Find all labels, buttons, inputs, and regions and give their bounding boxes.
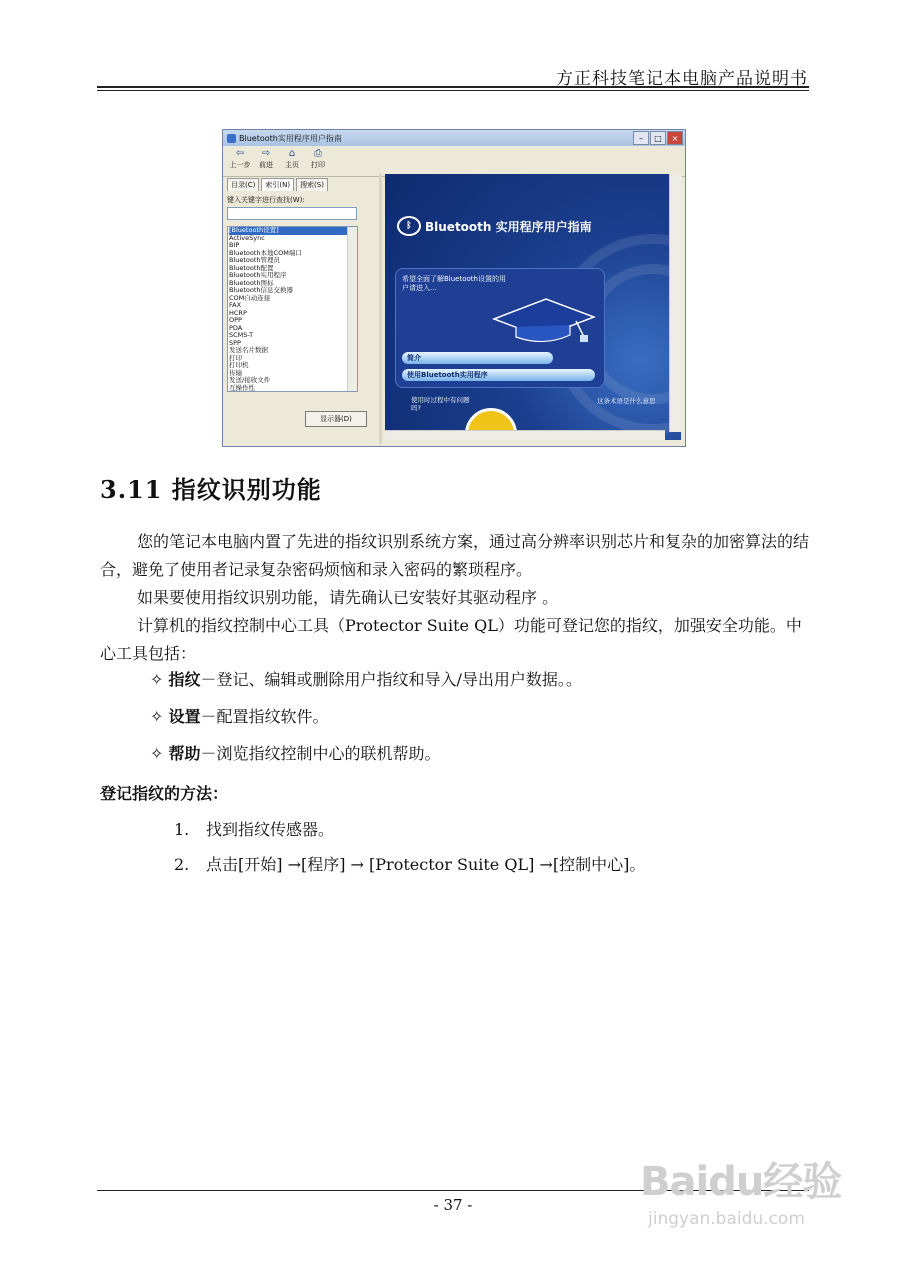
list-item: SPP	[229, 338, 241, 347]
list-item: Bluetooth本地COM端口	[229, 248, 302, 257]
paragraph-driver: 如果要使用指纹识别功能，请先确认已安装好其驱动程序 。	[137, 588, 559, 607]
list-item: 互操作性	[229, 383, 255, 392]
list-item: SCMS-T	[229, 331, 254, 339]
list-item: OPP	[229, 316, 242, 324]
link-use-bluetooth: 使用Bluetooth实用程序	[402, 369, 595, 381]
window-controls	[633, 131, 683, 145]
list-item: BIP	[229, 241, 240, 249]
content-vertical-scrollbar	[669, 174, 682, 432]
step-item: 2. 点击[开始] →[程序] → [Protector Suite QL] →[控制中心]。	[174, 855, 646, 874]
list-item: 打印机	[229, 361, 249, 369]
step-item: 1. 找到指纹传感器。	[174, 820, 335, 839]
bluetooth-guide-window-screenshot	[222, 129, 686, 447]
header-rule-thin	[97, 90, 809, 91]
bullet-settings: ✧ 设置－配置指纹软件。	[150, 707, 329, 726]
list-item: Bluetooth实用程序	[229, 271, 287, 279]
list-item: [Bluetooth设置]	[229, 227, 357, 235]
question-right: 这条术语是什么意思	[597, 397, 656, 405]
list-item: Bluetooth图标	[229, 278, 274, 287]
list-item: Bluetooth信息交换器	[229, 286, 294, 294]
list-item: 传输	[229, 368, 242, 377]
list-item: COM自动连接	[229, 293, 271, 302]
keyword-label: 键入关键字进行查找(W):	[227, 196, 305, 204]
show-button: 显示器(D)	[305, 411, 367, 427]
list-item: FAX	[229, 301, 242, 309]
section-title: 3.11 指纹识别功能	[100, 475, 322, 504]
help-app-icon	[227, 134, 236, 143]
diamond-bullet-icon: ✧	[150, 670, 169, 689]
link-intro: 简介	[402, 352, 553, 364]
list-item: ActiveSync	[229, 233, 265, 242]
document-header-title: 方正科技笔记本电脑产品说明书	[556, 69, 808, 89]
intro-text: 希望全面了解Bluetooth设置的用户请进入...	[402, 275, 506, 292]
home-icon: ⌂	[288, 148, 296, 159]
guide-title: ᛒ Bluetooth 实用程序用户指南	[397, 216, 592, 236]
watermark-brand: Baidu经验	[640, 1159, 842, 1205]
diamond-bullet-icon: ✧	[150, 744, 169, 763]
guide-content-pane	[385, 174, 681, 440]
diamond-bullet-icon: ✧	[150, 707, 169, 726]
intro-panel	[395, 268, 605, 388]
minimize-icon: –	[633, 131, 649, 145]
index-pane	[227, 178, 377, 442]
forward-arrow-icon: ⇨	[261, 148, 271, 159]
toolbar-home: ⌂ 主页	[285, 148, 299, 169]
list-item: PDA	[229, 323, 243, 332]
paragraph-intro: 您的笔记本电脑内置了先进的指纹识别系统方案，通过高分辨率识别芯片和复杂的加密算法的结合，避免了使用者记录复杂密码烦恼和录入密码的繁琐程序。	[100, 532, 810, 579]
procedure-heading: 登记指纹的方法：	[100, 784, 229, 803]
list-item: 打印	[229, 353, 242, 362]
page-number: - 37 -	[433, 1196, 473, 1214]
list-item: HCRP	[229, 308, 247, 317]
tab-index: 索引(N)	[261, 178, 294, 191]
bullet-help: ✧ 帮助－浏览指纹控制中心的联机帮助。	[150, 744, 441, 763]
list-scrollbar	[347, 227, 357, 391]
tab-contents: 目录(C)	[227, 178, 259, 191]
close-icon: ×	[667, 131, 683, 145]
toolbar-forward: ⇨ 前进	[259, 148, 273, 169]
graduation-cap-icon	[486, 297, 596, 343]
tab-search: 搜索(S)	[296, 178, 328, 191]
pane-splitter	[379, 174, 382, 444]
nav-tabs	[227, 178, 377, 191]
index-list	[227, 226, 358, 392]
window-title-bar	[223, 130, 685, 146]
question-left: 使用时过程中有问题吗?	[411, 396, 470, 412]
watermark-url: jingyan.baidu.com	[648, 1209, 805, 1229]
maximize-icon: □	[650, 131, 666, 145]
list-item: Bluetooth管理员	[229, 256, 281, 264]
toolbar-back: ⇦ 上一步	[229, 148, 251, 169]
content-horizontal-scrollbar	[385, 430, 665, 440]
bullet-fingerprint: ✧ 指纹－登记、编辑或删除用户指纹和导入/导出用户数据。。	[150, 670, 582, 689]
toolbar-print: ⎙ 打印	[311, 148, 325, 169]
list-item: 发送名片数据	[229, 346, 268, 354]
paragraph-protector-suite: 计算机的指纹控制中心工具（Protector Suite QL）功能可登记您的指纹，加强安全功能。中心工具包括：	[100, 616, 802, 663]
printer-icon: ⎙	[314, 148, 322, 159]
list-item: Bluetooth配置	[229, 263, 274, 272]
baidu-jingyan-watermark	[640, 1150, 841, 1229]
help-toolbar	[223, 146, 685, 177]
bluetooth-signal-icon: ᛒ	[397, 216, 421, 236]
header-rule	[97, 86, 809, 88]
keyword-input	[227, 207, 357, 220]
back-arrow-icon: ⇦	[235, 148, 245, 159]
window-title: Bluetooth实用程序用户指南	[239, 133, 342, 143]
list-item: 发送/接收文件	[229, 376, 271, 384]
